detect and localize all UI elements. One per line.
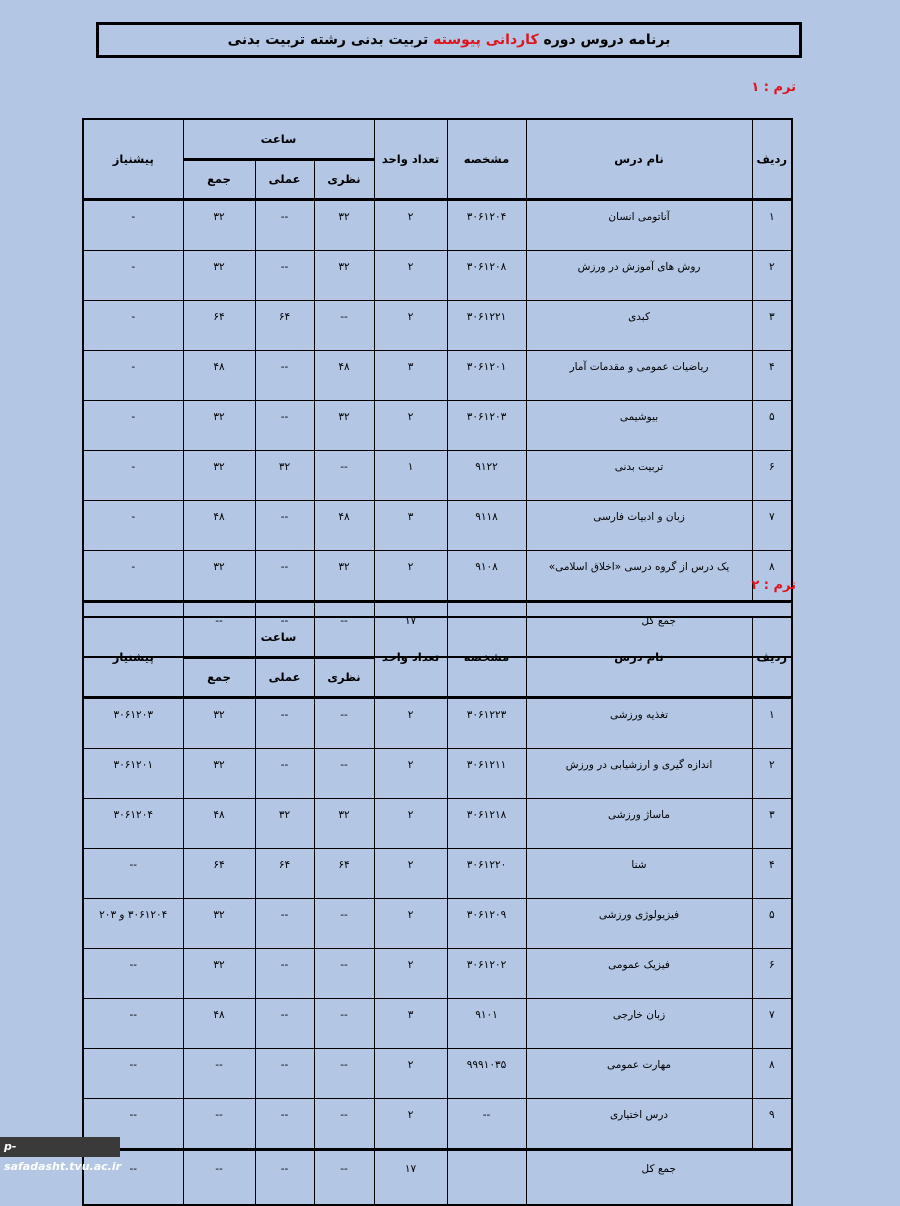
- row-practical: --: [255, 948, 314, 998]
- row-practical: --: [255, 748, 314, 798]
- total-row: [83, 1149, 792, 1205]
- row-practical: ۶۴: [255, 848, 314, 898]
- table-row: [83, 898, 792, 948]
- header-code: مشخصه: [447, 617, 526, 697]
- header-sum: جمع: [183, 159, 255, 199]
- header-theory: نظری: [314, 657, 374, 697]
- row-radif: ۶: [752, 450, 792, 500]
- row-units: ۲: [374, 898, 447, 948]
- row-practical: --: [255, 550, 314, 601]
- row-course-name: کبدی: [526, 300, 752, 350]
- term-2-table: [82, 616, 793, 1206]
- row-sum: ۶۴: [183, 300, 255, 350]
- row-course-name: فیزیک عمومی: [526, 948, 752, 998]
- term-1-table: [82, 118, 793, 658]
- row-units: ۲: [374, 400, 447, 450]
- row-course-name: زبان خارجی: [526, 998, 752, 1048]
- row-course-name: آناتومی انسان: [526, 199, 752, 250]
- row-prereq: ۳۰۶۱۲۰۴: [83, 798, 183, 848]
- row-sum: ۴۸: [183, 998, 255, 1048]
- row-radif: ۴: [752, 350, 792, 400]
- row-practical: --: [255, 998, 314, 1048]
- row-sum: ۴۸: [183, 500, 255, 550]
- row-theory: ۶۴: [314, 848, 374, 898]
- row-units: ۱: [374, 450, 447, 500]
- row-course-name: یک درس از گروه درسی «اخلاق اسلامی»: [526, 550, 752, 601]
- row-prereq: -: [83, 550, 183, 601]
- row-code: ۹۱۲۲: [447, 450, 526, 500]
- header-theory: نظری: [314, 159, 374, 199]
- row-units: ۲: [374, 1098, 447, 1149]
- row-radif: ۵: [752, 898, 792, 948]
- row-radif: ۲: [752, 250, 792, 300]
- row-sum: ۳۲: [183, 898, 255, 948]
- total-practical: --: [255, 1149, 314, 1205]
- row-course-name: زبان و ادبیات فارسی: [526, 500, 752, 550]
- row-code: ۳۰۶۱۲۱۱: [447, 748, 526, 798]
- row-code: ۳۰۶۱۲۰۹: [447, 898, 526, 948]
- row-radif: ۲: [752, 748, 792, 798]
- header-radif: ردیف: [752, 119, 792, 199]
- table-row: [83, 1098, 792, 1149]
- row-theory: --: [314, 1048, 374, 1098]
- row-code: ۳۰۶۱۲۲۱: [447, 300, 526, 350]
- row-sum: ۳۲: [183, 199, 255, 250]
- row-radif: ۱: [752, 199, 792, 250]
- row-code: ۳۰۶۱۲۰۳: [447, 400, 526, 450]
- row-code: ۳۰۶۱۲۰۱: [447, 350, 526, 400]
- total-sum: --: [183, 1149, 255, 1205]
- row-radif: ۵: [752, 400, 792, 450]
- header-practical: عملی: [255, 657, 314, 697]
- row-sum: ۳۲: [183, 748, 255, 798]
- row-course-name: شنا: [526, 848, 752, 898]
- row-sum: --: [183, 1048, 255, 1098]
- row-units: ۲: [374, 550, 447, 601]
- row-radif: ۸: [752, 1048, 792, 1098]
- row-prereq: -: [83, 300, 183, 350]
- total-code: [447, 1149, 526, 1205]
- row-units: ۲: [374, 697, 447, 748]
- row-sum: ۴۸: [183, 350, 255, 400]
- row-course-name: تربیت بدنی: [526, 450, 752, 500]
- row-code: ۳۰۶۱۲۰۸: [447, 250, 526, 300]
- row-code: ۹۹۹۱۰۳۵: [447, 1048, 526, 1098]
- row-sum: ۴۸: [183, 798, 255, 848]
- row-radif: ۴: [752, 848, 792, 898]
- row-sum: --: [183, 1098, 255, 1149]
- table-row: [83, 500, 792, 550]
- header-hours: ساعت: [183, 119, 374, 159]
- row-course-name: فیزیولوژی ورزشی: [526, 898, 752, 948]
- table-row: [83, 1048, 792, 1098]
- total-theory: --: [314, 601, 374, 657]
- row-prereq: --: [83, 998, 183, 1048]
- total-theory: --: [314, 1149, 374, 1205]
- row-theory: ۳۲: [314, 400, 374, 450]
- row-prereq: --: [83, 848, 183, 898]
- row-theory: ۳۲: [314, 550, 374, 601]
- row-theory: --: [314, 1098, 374, 1149]
- row-practical: --: [255, 1098, 314, 1149]
- table-row: [83, 250, 792, 300]
- row-prereq: --: [83, 948, 183, 998]
- row-course-name: مهارت عمومی: [526, 1048, 752, 1098]
- row-sum: ۳۲: [183, 550, 255, 601]
- row-radif: ۳: [752, 300, 792, 350]
- row-theory: ۳۲: [314, 199, 374, 250]
- row-theory: ۴۸: [314, 500, 374, 550]
- row-theory: ۴۸: [314, 350, 374, 400]
- header-practical: عملی: [255, 159, 314, 199]
- row-units: ۲: [374, 848, 447, 898]
- row-prereq: ۳۰۶۱۲۰۳: [83, 697, 183, 748]
- total-label: جمع کل: [526, 601, 792, 657]
- total-sum: --: [183, 601, 255, 657]
- total-practical: --: [255, 601, 314, 657]
- title-part1: برنامه دروس دوره: [543, 32, 671, 48]
- title-part2: کاردانی پیوسته: [433, 32, 539, 48]
- header-code: مشخصه: [447, 119, 526, 199]
- row-practical: --: [255, 400, 314, 450]
- table-row: [83, 848, 792, 898]
- term-2-label: ترم : ۲: [751, 578, 796, 593]
- row-course-name: ریاضیات عمومی و مقدمات آمار: [526, 350, 752, 400]
- row-code: ۳۰۶۱۲۰۲: [447, 948, 526, 998]
- row-code: ۳۰۶۱۲۲۳: [447, 697, 526, 748]
- total-units: ۱۷: [374, 1149, 447, 1205]
- row-code: ۳۰۶۱۲۱۸: [447, 798, 526, 848]
- row-code: ۳۰۶۱۲۲۰: [447, 848, 526, 898]
- row-code: ۳۰۶۱۲۰۴: [447, 199, 526, 250]
- row-practical: ۶۴: [255, 300, 314, 350]
- row-theory: --: [314, 948, 374, 998]
- table-row: [83, 550, 792, 601]
- row-code: ۹۱۱۸: [447, 500, 526, 550]
- row-prereq: -: [83, 350, 183, 400]
- row-theory: ۳۲: [314, 250, 374, 300]
- row-radif: ۱: [752, 697, 792, 748]
- row-units: ۲: [374, 250, 447, 300]
- table-row: [83, 998, 792, 1048]
- row-prereq: -: [83, 400, 183, 450]
- row-prereq: -: [83, 250, 183, 300]
- header-units: تعداد واحد: [374, 119, 447, 199]
- row-sum: ۶۴: [183, 848, 255, 898]
- header-sum: جمع: [183, 657, 255, 697]
- row-sum: ۳۲: [183, 250, 255, 300]
- row-units: ۲: [374, 948, 447, 998]
- row-practical: --: [255, 1048, 314, 1098]
- row-prereq: ۳۰۶۱۲۰۱: [83, 748, 183, 798]
- table-row: [83, 697, 792, 748]
- row-units: ۳: [374, 350, 447, 400]
- row-theory: --: [314, 300, 374, 350]
- row-prereq: --: [83, 1098, 183, 1149]
- row-course-name: تغذیه ورزشی: [526, 697, 752, 748]
- header-prereq: پیشنیاز: [83, 119, 183, 199]
- row-course-name: اندازه گیری و ارزشیابی در ورزش: [526, 748, 752, 798]
- row-course-name: ماساژ ورزشی: [526, 798, 752, 848]
- row-units: ۲: [374, 199, 447, 250]
- header-prereq: پیشنیاز: [83, 617, 183, 697]
- row-course-name: درس اختیاری: [526, 1098, 752, 1149]
- row-sum: ۳۲: [183, 948, 255, 998]
- row-practical: ۳۲: [255, 798, 314, 848]
- header-hours: ساعت: [183, 617, 374, 657]
- total-prereq: --: [83, 1149, 183, 1205]
- table-row: [83, 948, 792, 998]
- row-code: ۹۱۰۱: [447, 998, 526, 1048]
- row-units: ۳: [374, 500, 447, 550]
- footer-url: p-safadasht.tvu.ac.ir: [0, 1137, 120, 1157]
- row-theory: --: [314, 748, 374, 798]
- row-code: --: [447, 1098, 526, 1149]
- term-1-label: ترم : ۱: [751, 80, 796, 95]
- row-code: ۹۱۰۸: [447, 550, 526, 601]
- total-label: جمع کل: [526, 1149, 792, 1205]
- row-prereq: -: [83, 500, 183, 550]
- header-radif: ردیف: [752, 617, 792, 697]
- row-radif: ۳: [752, 798, 792, 848]
- row-radif: ۷: [752, 998, 792, 1048]
- table-row: [83, 748, 792, 798]
- total-units: ۱۷: [374, 601, 447, 657]
- row-theory: --: [314, 998, 374, 1048]
- row-units: ۲: [374, 300, 447, 350]
- row-units: ۳: [374, 998, 447, 1048]
- row-sum: ۳۲: [183, 400, 255, 450]
- page-title: [96, 22, 802, 58]
- row-prereq: --: [83, 1048, 183, 1098]
- title-part3: تربیت بدنی رشته تربیت بدنی: [227, 32, 429, 48]
- row-sum: ۳۲: [183, 450, 255, 500]
- row-radif: ۶: [752, 948, 792, 998]
- table-row: [83, 400, 792, 450]
- row-prereq: -: [83, 199, 183, 250]
- row-theory: --: [314, 697, 374, 748]
- table-row: [83, 199, 792, 250]
- header-course-name: نام درس: [526, 617, 752, 697]
- header-units: تعداد واحد: [374, 617, 447, 697]
- row-units: ۲: [374, 798, 447, 848]
- row-radif: ۹: [752, 1098, 792, 1149]
- row-practical: ۳۲: [255, 450, 314, 500]
- row-radif: ۸: [752, 550, 792, 601]
- row-theory: ۳۲: [314, 798, 374, 848]
- row-sum: ۳۲: [183, 697, 255, 748]
- row-theory: --: [314, 898, 374, 948]
- row-practical: --: [255, 898, 314, 948]
- row-practical: --: [255, 250, 314, 300]
- row-practical: --: [255, 350, 314, 400]
- row-course-name: روش های آموزش در ورزش: [526, 250, 752, 300]
- header-course-name: نام درس: [526, 119, 752, 199]
- table-row: [83, 300, 792, 350]
- row-prereq: -: [83, 450, 183, 500]
- row-course-name: بیوشیمی: [526, 400, 752, 450]
- table-row: [83, 350, 792, 400]
- row-practical: --: [255, 697, 314, 748]
- row-practical: --: [255, 199, 314, 250]
- table-row: [83, 450, 792, 500]
- row-units: ۲: [374, 748, 447, 798]
- row-units: ۲: [374, 1048, 447, 1098]
- row-prereq: ۳۰۶۱۲۰۴ و ۲۰۳: [83, 898, 183, 948]
- table-row: [83, 798, 792, 848]
- row-theory: --: [314, 450, 374, 500]
- row-radif: ۷: [752, 500, 792, 550]
- row-practical: --: [255, 500, 314, 550]
